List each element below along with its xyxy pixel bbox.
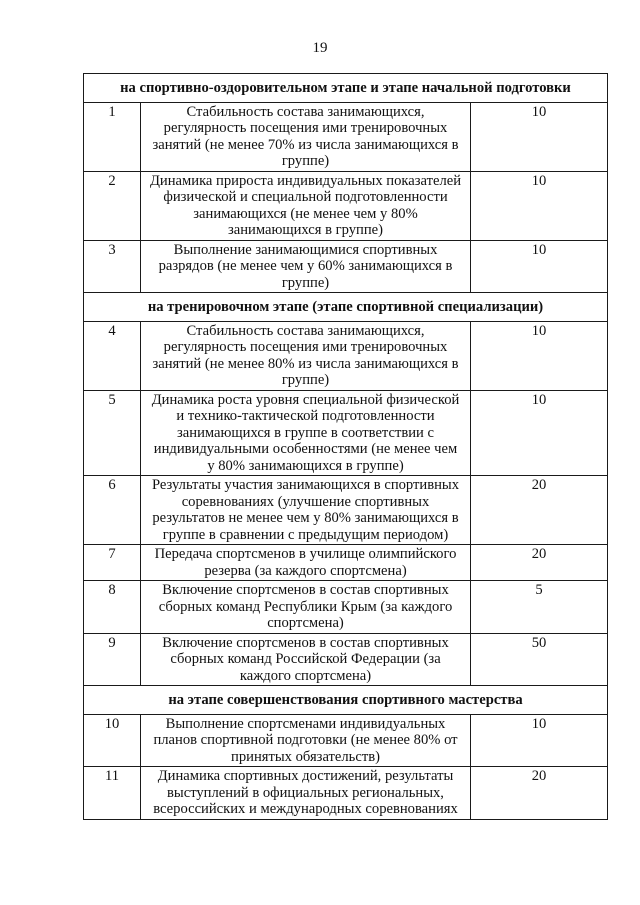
table-row xyxy=(84,714,608,767)
section-row xyxy=(84,74,608,103)
criterion-text: Стабильность состава занимающихся, регулярность посещения ими тренировочных занятий (не менее 70% из числа занимающихся в группе) xyxy=(141,102,471,171)
table-row xyxy=(84,321,608,390)
criterion-score: 10 xyxy=(471,321,608,390)
criterion-score: 10 xyxy=(471,171,608,240)
row-number: 11 xyxy=(84,767,141,820)
page-number: 19 xyxy=(312,40,328,56)
row-number: 1 xyxy=(84,102,141,171)
criterion-text: Динамика прироста индивидуальных показателей физической и специальной подготовленности занимающихся (не менее чем у 80% занимающихся в группе) xyxy=(141,171,471,240)
row-number: 2 xyxy=(84,171,141,240)
section-heading: на тренировочном этапе (этапе спортивной специализации) xyxy=(84,293,608,322)
row-number: 6 xyxy=(84,476,141,545)
criterion-text: Динамика спортивных достижений, результаты выступлений в официальных региональных, всероссийских и международных соревнованиях xyxy=(141,767,471,820)
criterion-score: 10 xyxy=(471,714,608,767)
criterion-score: 10 xyxy=(471,102,608,171)
criterion-score: 20 xyxy=(471,476,608,545)
table-row xyxy=(84,102,608,171)
table-row xyxy=(84,633,608,686)
table-row xyxy=(84,545,608,581)
section-heading: на этапе совершенствования спортивного мастерства xyxy=(84,686,608,715)
row-number: 3 xyxy=(84,240,141,293)
table-row xyxy=(84,476,608,545)
criterion-text: Результаты участия занимающихся в спортивных соревнованиях (улучшение спортивных результатов не менее чем у 80% занимающихся в группе в сравнении с предыдущим периодом) xyxy=(141,476,471,545)
row-number: 4 xyxy=(84,321,141,390)
criterion-text: Передача спортсменов в училище олимпийского резерва (за каждого спортсмена) xyxy=(141,545,471,581)
criterion-score: 20 xyxy=(471,767,608,820)
table-row xyxy=(84,767,608,820)
section-heading: на спортивно-оздоровительном этапе и этапе начальной подготовки xyxy=(84,74,608,103)
row-number: 9 xyxy=(84,633,141,686)
table-row xyxy=(84,240,608,293)
row-number: 10 xyxy=(84,714,141,767)
criterion-text: Стабильность состава занимающихся, регулярность посещения ими тренировочных занятий (не менее 80% из числа занимающихся в группе) xyxy=(141,321,471,390)
section-row xyxy=(84,293,608,322)
criterion-score: 10 xyxy=(471,390,608,476)
criterion-text: Включение спортсменов в состав спортивных сборных команд Российской Федерации (за каждого спортсмена) xyxy=(141,633,471,686)
table-row xyxy=(84,171,608,240)
row-number: 7 xyxy=(84,545,141,581)
criterion-score: 5 xyxy=(471,581,608,634)
table-row xyxy=(84,390,608,476)
table-row xyxy=(84,581,608,634)
criterion-score: 20 xyxy=(471,545,608,581)
criterion-score: 10 xyxy=(471,240,608,293)
criterion-text: Выполнение спортсменами индивидуальных планов спортивной подготовки (не менее 80% от принятых обязательств) xyxy=(141,714,471,767)
row-number: 5 xyxy=(84,390,141,476)
criterion-score: 50 xyxy=(471,633,608,686)
criterion-text: Динамика роста уровня специальной физической и технико-тактической подготовленности занимающихся в группе в соответствии с индивидуальными особенностями (не менее чем у 80% занимающихся в группе) xyxy=(141,390,471,476)
section-row xyxy=(84,686,608,715)
criterion-text: Выполнение занимающимися спортивных разрядов (не менее чем у 60% занимающихся в группе) xyxy=(141,240,471,293)
criterion-text: Включение спортсменов в состав спортивных сборных команд Республики Крым (за каждого спортсмена) xyxy=(141,581,471,634)
criteria-table-body xyxy=(84,74,608,820)
criteria-table xyxy=(83,73,608,820)
row-number: 8 xyxy=(84,581,141,634)
